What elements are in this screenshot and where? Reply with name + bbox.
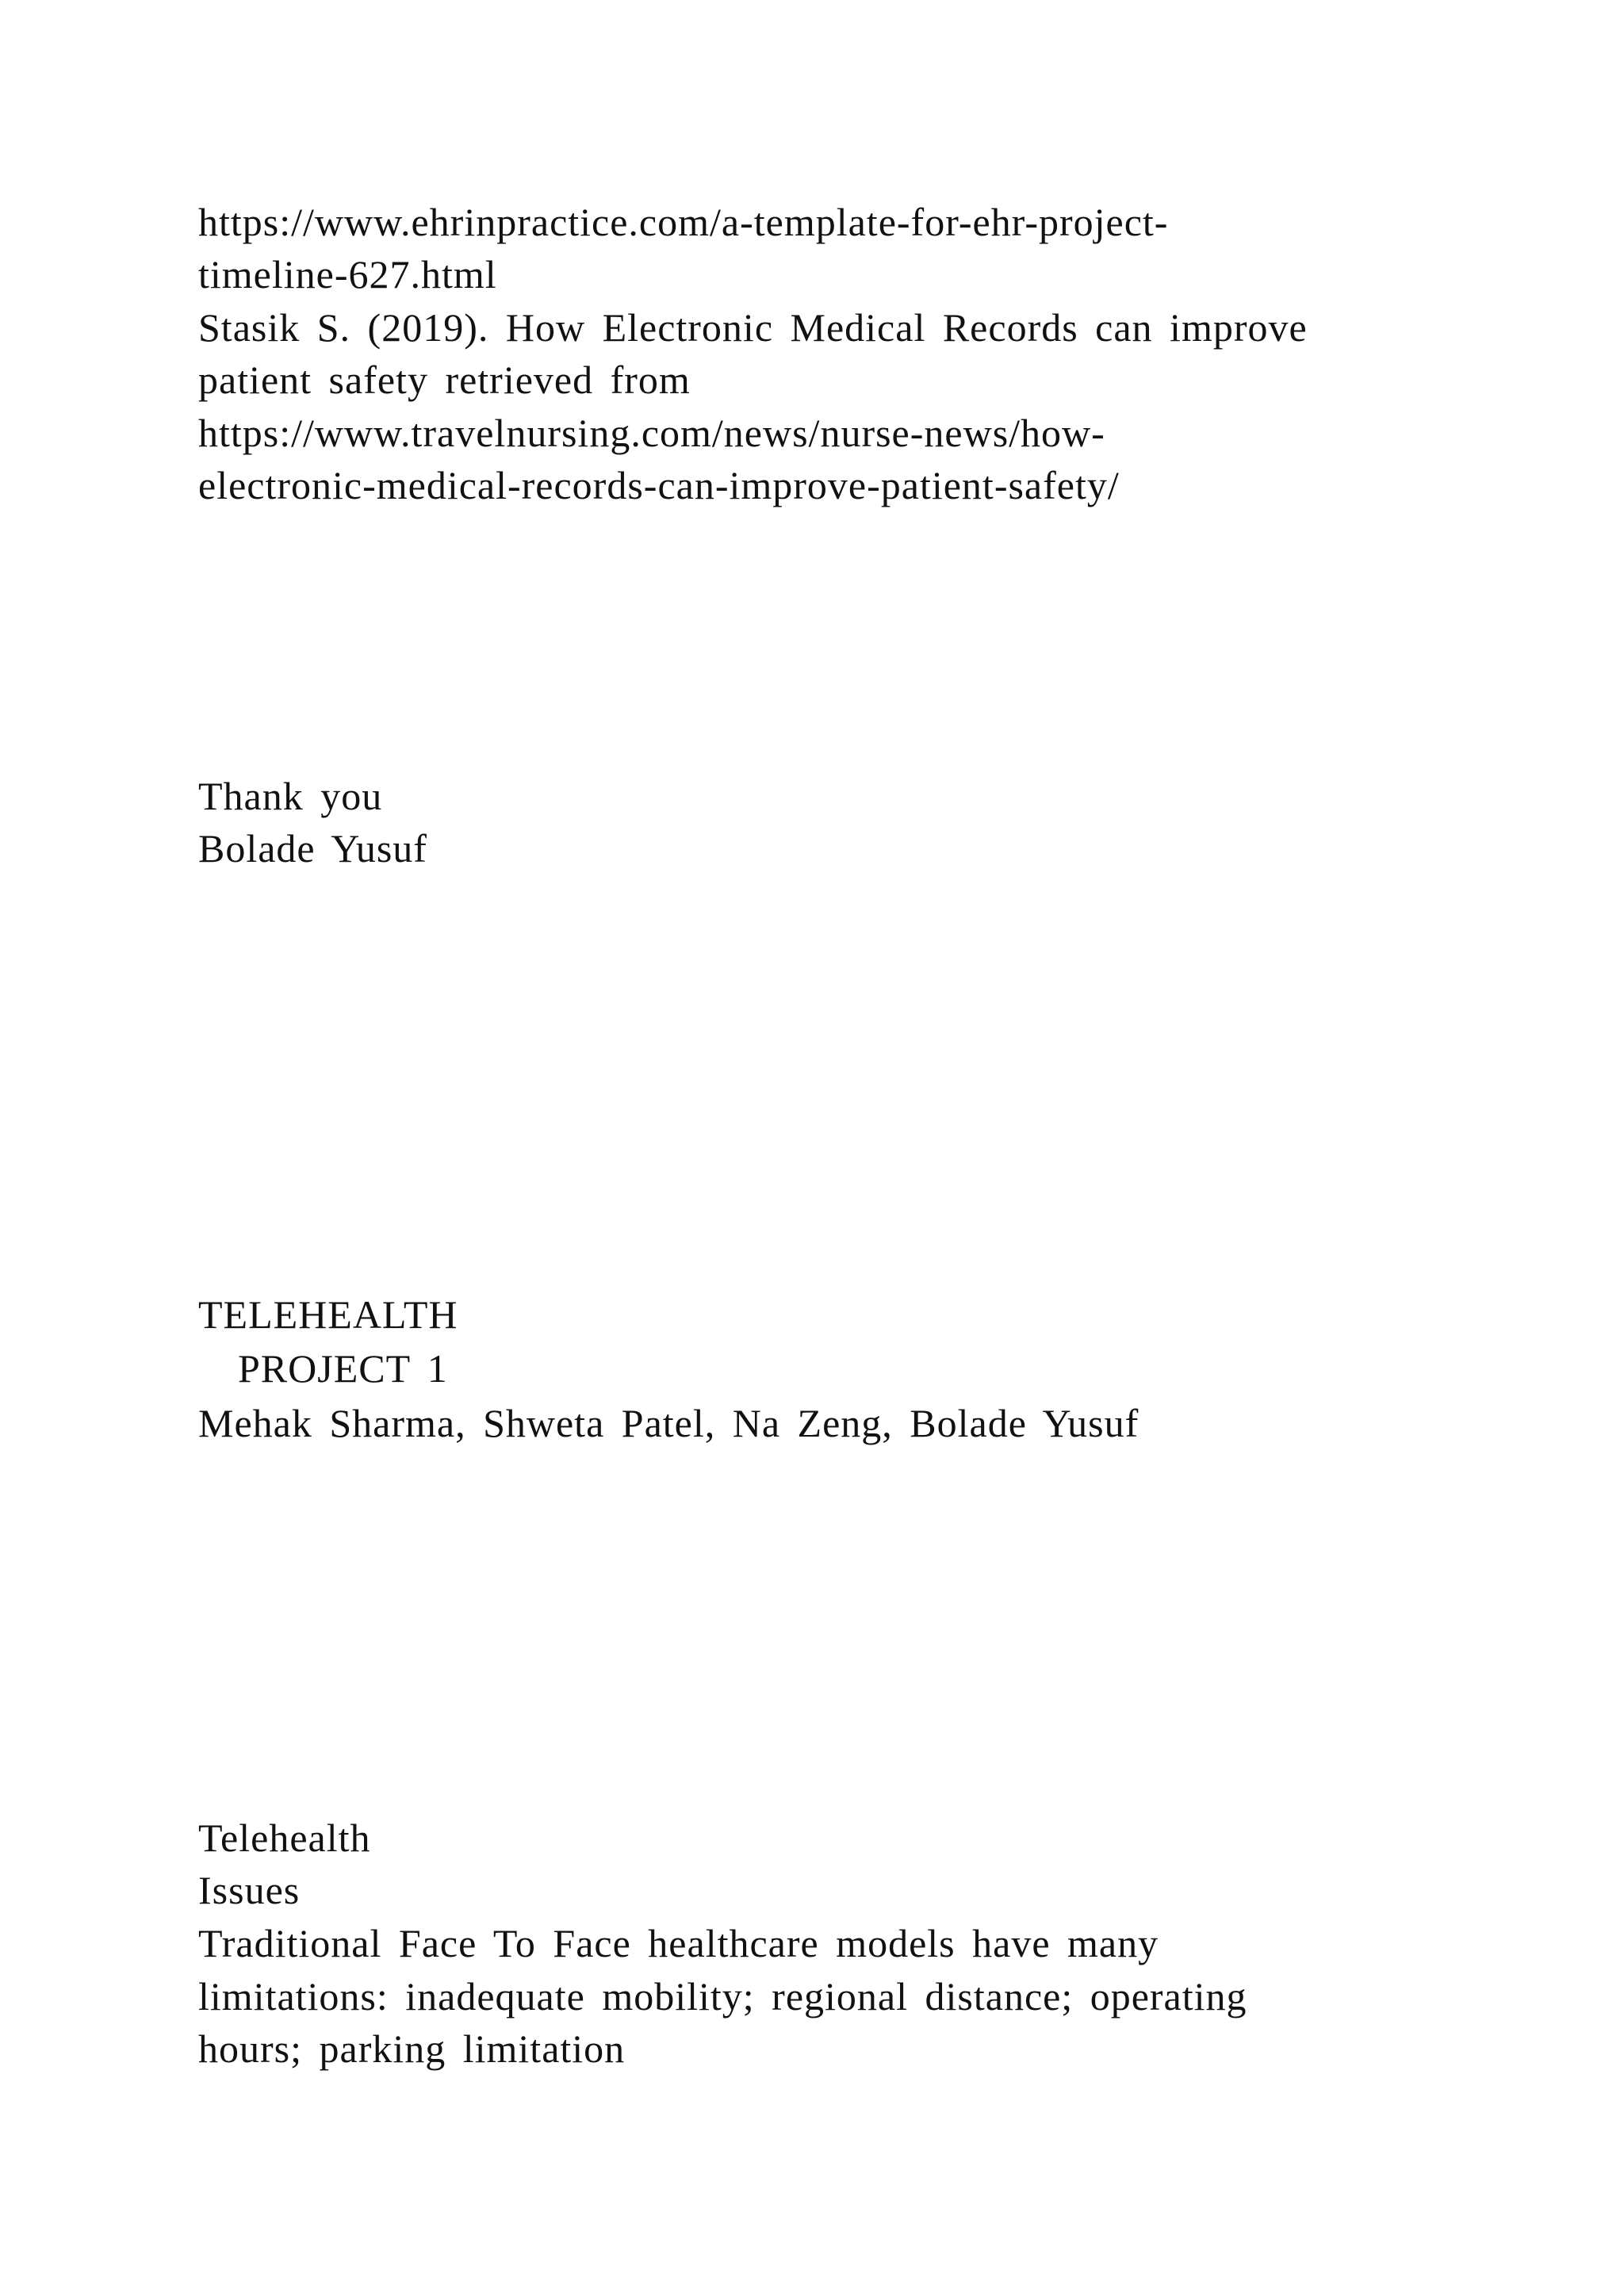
issues-slide-subheading: Issues [198,1868,301,1912]
title-slide-title: TELEHEALTH [198,1292,458,1337]
title-slide-subtitle: PROJECT 1 [238,1346,448,1391]
issues-slide-body-line-3: hours; parking limitation [198,2026,626,2071]
reference-1-url-line-2: timeline-627.html [198,252,497,297]
closing-thanks: Thank you [198,774,383,818]
issues-slide-body-line-2: limitations: inadequate mobility; regional distance; operating [198,1974,1247,2019]
reference-2-citation-line-2: patient safety retrieved from [198,358,691,402]
reference-1-url-line-1: https://www.ehrinpractice.com/a-template-for-ehr-project- [198,200,1169,244]
closing-signature: Bolade Yusuf [198,826,427,871]
reference-2-url-line-2: electronic-medical-records-can-improve-patient-safety/ [198,463,1120,507]
issues-slide-body-line-1: Traditional Face To Face healthcare models have many [198,1921,1159,1965]
reference-2-url-line-1: https://www.travelnursing.com/news/nurse-news/how- [198,411,1105,455]
title-slide-authors: Mehak Sharma, Shweta Patel, Na Zeng, Bolade Yusuf [198,1401,1139,1445]
issues-slide-heading: Telehealth [198,1816,371,1860]
reference-2-citation-line-1: Stasik S. (2019). How Electronic Medical Records can improve [198,305,1308,350]
